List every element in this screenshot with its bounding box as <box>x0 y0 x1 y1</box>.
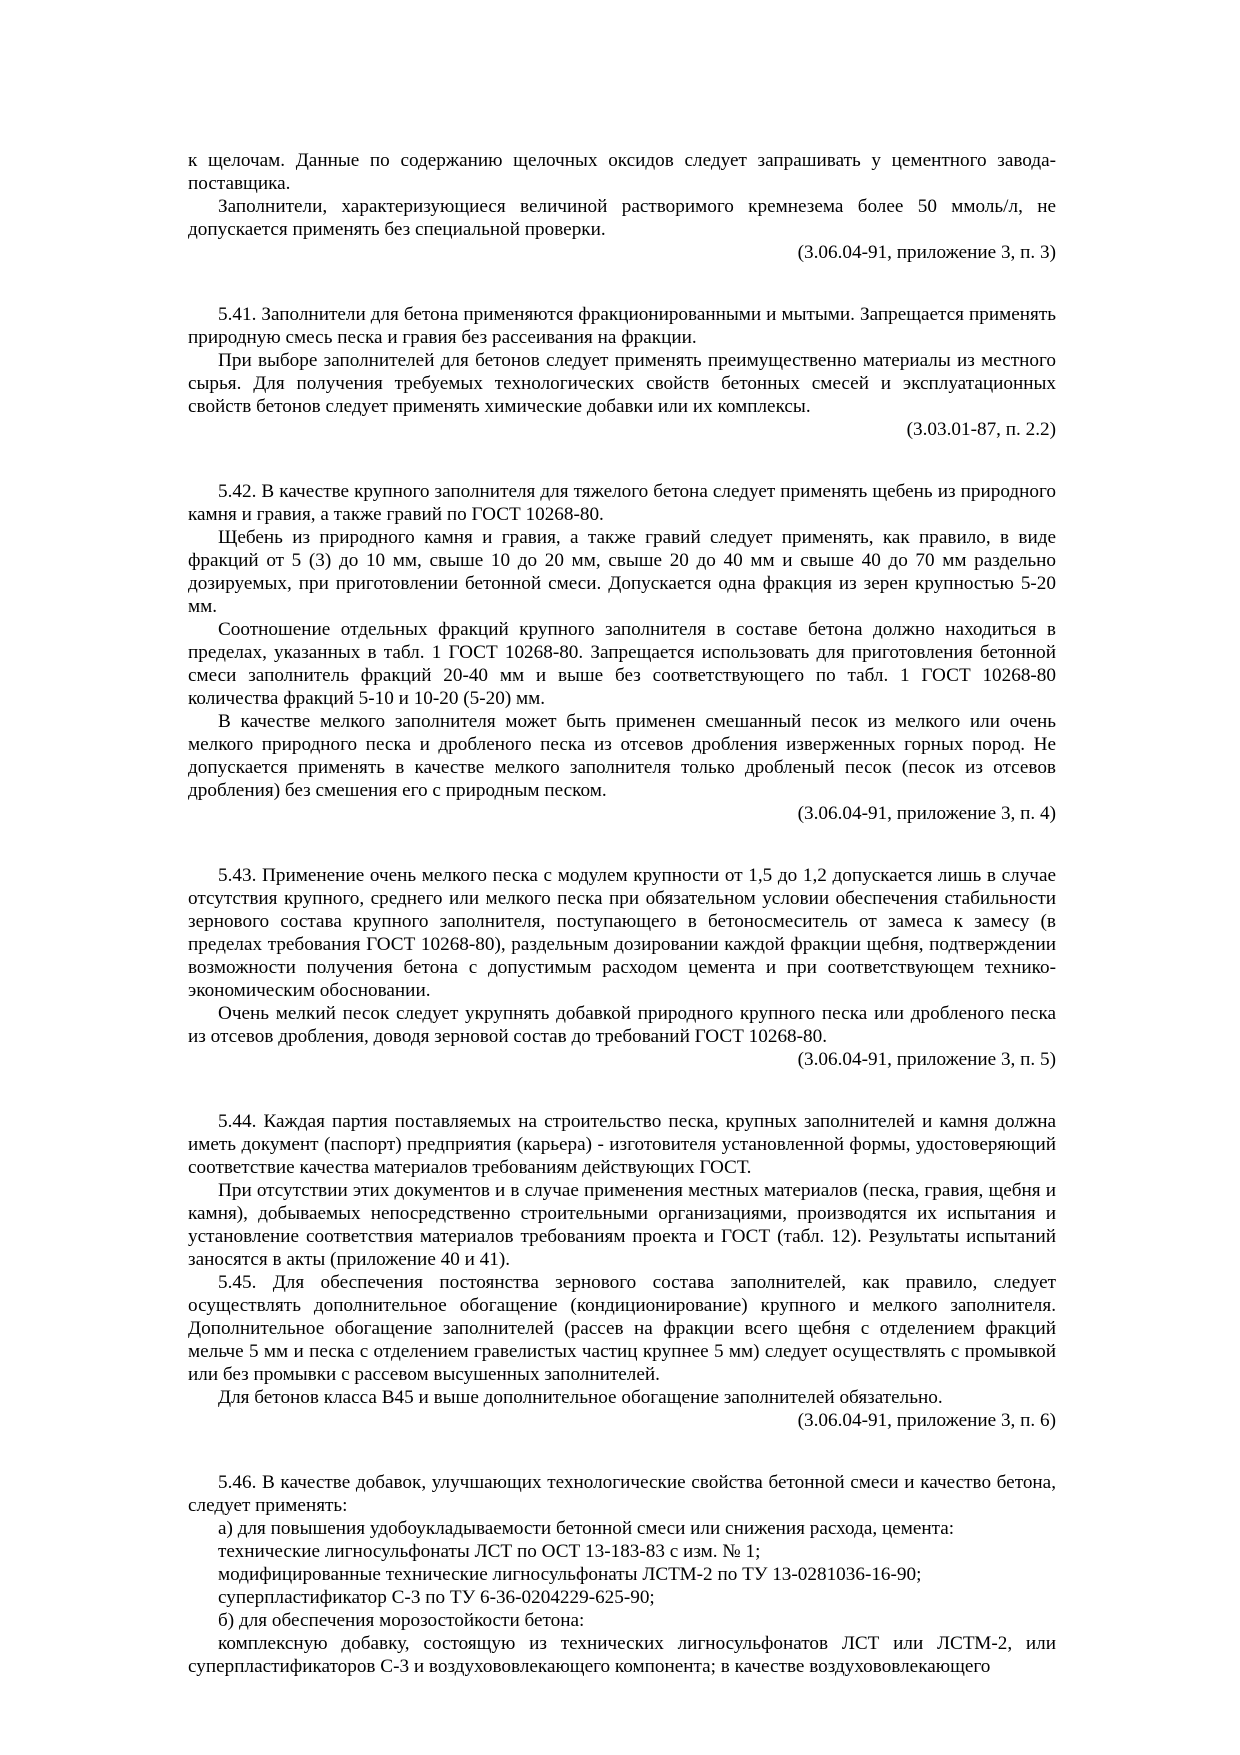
list-item: суперпластификатор С-3 по ТУ 6-36-0204229-625-90; <box>218 1587 655 1608</box>
paragraph: Соотношение отдельных фракций крупного заполнителя в составе бетона должно находиться в пределах, указанных в табл. 1 ГОСТ 10268-80. Запрещается использовать для приготовления бетонной смеси заполнитель фракций 20-40 мм и выше без соответствующего по табл. 1 ГОСТ 10268-80 количества фракций 5-10 и 10-20 (5-20) мм. <box>188 619 1056 709</box>
paragraph: В качестве мелкого заполнителя может быть применен смешанный песок из мелкого или очень мелкого природного песка и дробленого песка из отсевов дробления изверженных горных пород. Не допускается применять в качестве мелкого заполнителя только дробленый песок (песок из отсевов дробления) без смешения его с природным песком. <box>188 711 1056 801</box>
paragraph: 5.46. В качестве добавок, улучшающих технологические свойства бетонной смеси и качество бетона, следует применять: <box>188 1472 1056 1516</box>
reference-citation: (3.03.01-87, п. 2.2) <box>906 419 1056 440</box>
paragraph: 5.44. Каждая партия поставляемых на строительство песка, крупных заполнителей и камня должна иметь документ (паспорт) предприятия (карьера) - изготовителя установленной формы, удостоверяющий соответствие качества материалов требованиям действующих ГОСТ. <box>188 1111 1056 1178</box>
paragraph: Заполнители, характеризующиеся величиной растворимого кремнезема более 50 ммоль/л, не допускается применять без специальной проверки. <box>188 196 1056 240</box>
reference-citation: (3.06.04-91, приложение 3, п. 5) <box>797 1049 1056 1070</box>
paragraph: к щелочам. Данные по содержанию щелочных оксидов следует запрашивать у цементного завода-поставщика. <box>188 150 1056 194</box>
paragraph: комплексную добавку, состоящую из технических лигносульфонатов ЛСТ или ЛСТМ-2, или суперпластификаторов С-3 и воздухововлекающего компонента; в качестве воздухововлекающего <box>188 1633 1056 1677</box>
reference-citation: (3.06.04-91, приложение 3, п. 3) <box>797 242 1056 263</box>
section-block <box>188 1110 1056 1432</box>
reference-citation: (3.06.04-91, приложение 3, п. 4) <box>797 803 1056 824</box>
list-item: технические лигносульфонаты ЛСТ по ОСТ 13-183-83 с изм. № 1; <box>218 1541 761 1562</box>
list-item: б) для обеспечения морозостойкости бетона: <box>218 1610 585 1631</box>
list-item: а) для повышения удобоукладываемости бетонной смеси или снижения расхода, цемента: <box>218 1518 955 1539</box>
paragraph: Щебень из природного камня и гравия, а также гравий следует применять, как правило, в виде фракций от 5 (3) до 10 мм, свыше 10 до 20 мм, свыше 20 до 40 мм и свыше 40 до 70 мм раздельно дозируемых, при приготовлении бетонной смеси. Допускается одна фракция из зерен крупностью 5-20 мм. <box>188 527 1056 617</box>
paragraph: 5.43. Применение очень мелкого песка с модулем крупности от 1,5 до 1,2 допускается лишь в случае отсутствия крупного, среднего или мелкого песка при обязательном условии обеспечения стабильности зернового состава крупного заполнителя, поступающего в бетоносмеситель от замеса к замесу (в пределах требования ГОСТ 10268-80), раздельным дозировании каждой фракции щебня, подтверждении возможности получения бетона с допустимым расходом цемента и при соответствующем технико-экономическим обосновании. <box>188 865 1056 1001</box>
section-block <box>188 1471 1056 1678</box>
paragraph: При отсутствии этих документов и в случае применения местных материалов (песка, гравия, щебня и камня), добываемых непосредственно строительными организациями, производятся их испытания и установление соответствия материалов требованиям проекта и ГОСТ (табл. 12). Результаты испытаний заносятся в акты (приложение 40 и 41). <box>188 1180 1056 1270</box>
section-block <box>188 303 1056 441</box>
list-item: модифицированные технические лигносульфонаты ЛСТМ-2 по ТУ 13-0281036-16-90; <box>218 1564 922 1585</box>
paragraph: 5.45. Для обеспечения постоянства зернового состава заполнителей, как правило, следует осуществлять дополнительное обогащение (кондиционирование) крупного и мелкого заполнителя. Дополнительное обогащение заполнителей (рассев на фракции всего щебня с отделением фракций мельче 5 мм и песка с отделением гравелистых частиц крупнее 5 мм) следует осуществлять с промывкой или без промывки с рассевом высушенных заполнителей. <box>188 1272 1056 1385</box>
document-page <box>188 149 1056 1717</box>
paragraph: 5.41. Заполнители для бетона применяются фракционированными и мытыми. Запрещается применять природную смесь песка и гравия без рассеивания на фракции. <box>188 304 1056 348</box>
paragraph: 5.42. В качестве крупного заполнителя для тяжелого бетона следует применять щебень из природного камня и гравия, а также гравий по ГОСТ 10268-80. <box>188 481 1056 525</box>
section-block <box>188 480 1056 825</box>
paragraph: Для бетонов класса В45 и выше дополнительное обогащение заполнителей обязательно. <box>218 1387 943 1408</box>
section-block <box>188 864 1056 1071</box>
paragraph: Очень мелкий песок следует укрупнять добавкой природного крупного песка или дробленого песка из отсевов дробления, доводя зерновой состав до требований ГОСТ 10268-80. <box>188 1003 1056 1047</box>
reference-citation: (3.06.04-91, приложение 3, п. 6) <box>797 1410 1056 1431</box>
section-block <box>188 149 1056 264</box>
paragraph: При выборе заполнителей для бетонов следует применять преимущественно материалы из местного сырья. Для получения требуемых технологических свойств бетонных смесей и эксплуатационных свойств бетонов следует применять химические добавки или их комплексы. <box>188 350 1056 417</box>
